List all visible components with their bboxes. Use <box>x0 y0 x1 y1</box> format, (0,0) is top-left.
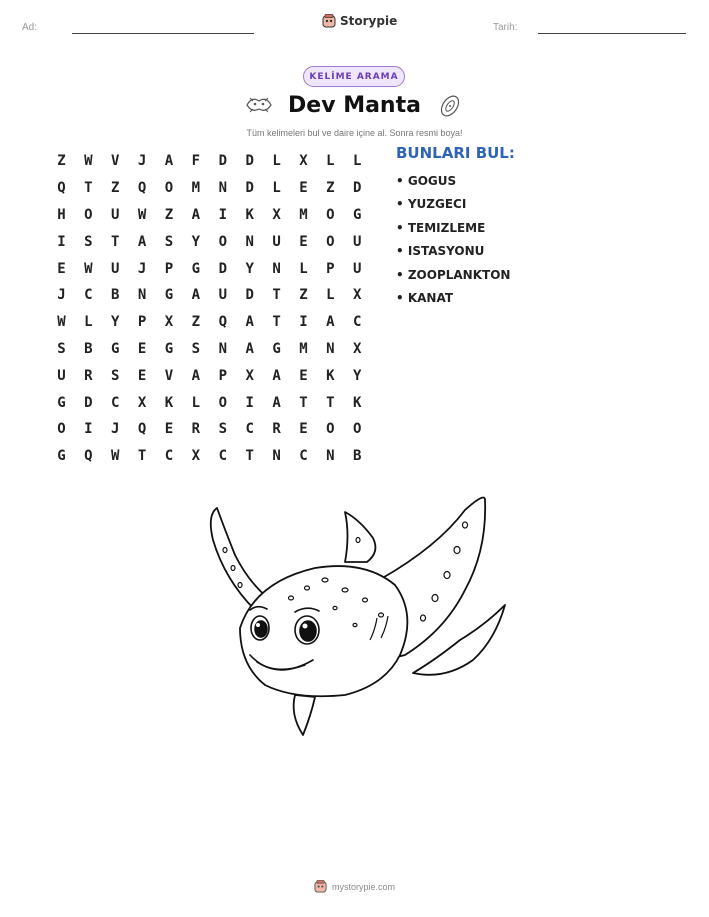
grid-letter[interactable]: S <box>191 340 201 357</box>
name-field[interactable] <box>72 33 254 34</box>
grid-letter[interactable]: G <box>57 394 66 411</box>
grid-row <box>48 416 371 443</box>
grid-letter[interactable]: U <box>111 260 120 277</box>
grid-letter[interactable]: S <box>164 233 174 250</box>
grid-letter[interactable]: V <box>164 367 174 384</box>
grid-letter[interactable]: Q <box>84 448 93 465</box>
grid-letter[interactable]: O <box>218 233 227 250</box>
grid-letter[interactable]: B <box>84 340 93 357</box>
grid-letter[interactable]: O <box>326 233 335 250</box>
grid-letter[interactable]: Z <box>326 180 335 197</box>
grid-letter[interactable]: X <box>272 206 281 223</box>
grid-letter[interactable]: D <box>245 287 254 304</box>
grid-letter[interactable]: C <box>111 394 120 411</box>
grid-letter[interactable]: A <box>272 394 281 411</box>
grid-letter[interactable]: Z <box>299 287 308 304</box>
grid-letter[interactable]: Y <box>353 367 362 384</box>
grid-letter[interactable]: S <box>218 421 227 438</box>
grid-letter[interactable]: T <box>299 394 308 411</box>
grid-letter[interactable]: L <box>84 314 93 331</box>
name-label: Ad: <box>22 22 38 33</box>
grid-row <box>48 389 371 416</box>
grid-letter[interactable]: B <box>353 448 362 465</box>
grid-letter[interactable]: L <box>272 153 281 170</box>
grid-letter[interactable]: L <box>326 287 335 304</box>
date-label: Tarih: <box>493 22 518 33</box>
grid-letter[interactable]: E <box>137 340 147 357</box>
grid-letter[interactable]: A <box>191 287 201 304</box>
grid-letter[interactable]: X <box>191 448 201 465</box>
category-badge: KELİME ARAMA <box>303 66 405 87</box>
grid-row <box>48 202 371 229</box>
grid-letter[interactable]: U <box>111 206 120 223</box>
grid-letter[interactable]: P <box>218 367 227 384</box>
grid-letter[interactable]: D <box>353 180 362 197</box>
grid-letter[interactable]: E <box>57 260 66 277</box>
grid-letter[interactable]: C <box>164 448 174 465</box>
grid-letter[interactable]: Z <box>57 153 66 170</box>
storypie-mascot-icon <box>314 880 327 893</box>
grid-letter[interactable]: D <box>245 180 254 197</box>
grid-letter[interactable]: N <box>218 340 227 357</box>
grid-letter[interactable]: W <box>57 314 66 331</box>
grid-letter[interactable]: U <box>57 367 66 384</box>
grid-letter[interactable]: X <box>245 367 254 384</box>
grid-letter[interactable]: C <box>299 448 308 465</box>
word-list-item: • ISTASYONU <box>396 244 485 259</box>
grid-letter[interactable]: Y <box>245 260 254 277</box>
grid-letter[interactable]: L <box>326 153 335 170</box>
grid-letter[interactable]: J <box>137 260 147 277</box>
word-list-item: • ZOOPLANKTON <box>396 267 511 282</box>
grid-letter[interactable]: W <box>137 206 147 223</box>
grid-letter[interactable]: N <box>218 180 227 197</box>
grid-letter[interactable]: A <box>326 314 335 331</box>
grid-letter[interactable]: N <box>272 260 281 277</box>
grid-letter[interactable]: I <box>57 233 66 250</box>
grid-letter[interactable]: A <box>245 340 254 357</box>
grid-letter[interactable]: I <box>245 394 254 411</box>
grid-letter[interactable]: K <box>164 394 174 411</box>
grid-letter[interactable]: O <box>353 421 362 438</box>
grid-row <box>48 309 371 336</box>
grid-letter[interactable]: X <box>299 153 308 170</box>
grid-letter[interactable]: G <box>164 287 174 304</box>
grid-letter[interactable]: K <box>353 394 362 411</box>
grid-row <box>48 336 371 363</box>
word-list-title: BUNLARI BUL: <box>396 144 515 162</box>
grid-letter[interactable]: K <box>245 206 254 223</box>
grid-letter[interactable]: R <box>272 421 281 438</box>
grid-letter[interactable]: H <box>57 206 66 223</box>
grid-letter[interactable]: K <box>326 367 335 384</box>
grid-letter[interactable]: A <box>191 206 201 223</box>
grid-letter[interactable]: D <box>218 260 227 277</box>
grid-row <box>48 282 371 309</box>
grid-letter[interactable]: G <box>164 340 174 357</box>
grid-letter[interactable]: U <box>218 287 227 304</box>
grid-letter[interactable]: C <box>218 448 227 465</box>
grid-letter[interactable]: E <box>299 367 308 384</box>
grid-letter[interactable]: U <box>272 233 281 250</box>
header <box>0 16 709 40</box>
word-search-grid[interactable] <box>48 148 371 470</box>
grid-letter[interactable]: U <box>353 233 362 250</box>
grid-letter[interactable]: T <box>245 448 254 465</box>
grid-letter[interactable]: D <box>84 394 93 411</box>
footer <box>0 880 709 893</box>
grid-letter[interactable]: G <box>272 340 281 357</box>
grid-letter[interactable]: B <box>111 287 120 304</box>
grid-letter[interactable]: I <box>299 314 308 331</box>
grid-letter[interactable]: R <box>84 367 93 384</box>
grid-letter[interactable]: D <box>245 153 254 170</box>
grid-letter[interactable]: I <box>84 421 93 438</box>
grid-letter[interactable]: O <box>326 206 335 223</box>
grid-letter[interactable]: N <box>326 340 335 357</box>
grid-letter[interactable]: Z <box>164 206 174 223</box>
word-list <box>396 144 515 310</box>
grid-letter[interactable]: T <box>137 448 147 465</box>
grid-letter[interactable]: N <box>272 448 281 465</box>
grid-letter[interactable]: N <box>326 448 335 465</box>
grid-letter[interactable]: O <box>326 421 335 438</box>
grid-letter[interactable]: Q <box>57 180 66 197</box>
grid-row <box>48 443 371 470</box>
grid-letter[interactable]: L <box>191 394 201 411</box>
manta-ray-illustration <box>195 490 515 740</box>
date-field[interactable] <box>538 33 686 34</box>
right-decoration-icon <box>436 93 464 119</box>
grid-letter[interactable]: E <box>299 180 308 197</box>
page-title: Dev Manta <box>288 93 421 118</box>
grid-letter[interactable]: A <box>191 367 201 384</box>
grid-letter[interactable]: M <box>299 206 308 223</box>
grid-letter[interactable]: M <box>299 340 308 357</box>
grid-letter[interactable]: T <box>272 287 281 304</box>
footer-url[interactable]: mystorypie.com <box>331 881 395 892</box>
grid-letter[interactable]: G <box>191 260 201 277</box>
grid-letter[interactable]: O <box>57 421 66 438</box>
grid-letter[interactable]: A <box>272 367 281 384</box>
grid-letter[interactable]: T <box>84 180 93 197</box>
word-list-item: • KANAT <box>396 290 454 305</box>
grid-row <box>48 148 371 175</box>
logo-text: Storypie <box>340 14 398 28</box>
grid-letter[interactable]: N <box>137 287 147 304</box>
grid-letter[interactable]: Q <box>218 314 227 331</box>
grid-row <box>48 175 371 202</box>
grid-letter[interactable]: Z <box>191 314 201 331</box>
grid-row <box>48 255 371 282</box>
grid-letter[interactable]: A <box>164 153 174 170</box>
grid-letter[interactable]: L <box>353 153 362 170</box>
grid-letter[interactable]: E <box>299 421 308 438</box>
storypie-mascot-icon <box>322 14 336 28</box>
grid-letter[interactable]: F <box>191 153 201 170</box>
grid-letter[interactable]: Y <box>111 314 120 331</box>
grid-letter[interactable]: T <box>272 314 281 331</box>
grid-letter[interactable]: S <box>111 367 120 384</box>
word-list-item: • YUZGECI <box>396 197 467 212</box>
grid-letter[interactable]: Q <box>137 421 147 438</box>
word-list-item: • TEMIZLEME <box>396 220 486 235</box>
grid-letter[interactable]: X <box>353 287 362 304</box>
grid-letter[interactable]: E <box>164 421 174 438</box>
grid-letter[interactable]: X <box>353 340 362 357</box>
grid-letter[interactable]: D <box>218 153 227 170</box>
grid-letter[interactable]: O <box>84 206 93 223</box>
grid-letter[interactable]: W <box>111 448 120 465</box>
grid-letter[interactable]: W <box>84 153 93 170</box>
grid-letter[interactable]: Q <box>137 180 147 197</box>
grid-letter[interactable]: C <box>245 421 254 438</box>
grid-letter[interactable]: S <box>84 233 93 250</box>
grid-letter[interactable]: G <box>353 206 362 223</box>
grid-letter[interactable]: J <box>111 421 120 438</box>
grid-letter[interactable]: W <box>84 260 93 277</box>
grid-letter[interactable]: N <box>245 233 254 250</box>
grid-letter[interactable]: C <box>84 287 93 304</box>
grid-letter[interactable]: T <box>326 394 335 411</box>
grid-letter[interactable]: M <box>191 180 201 197</box>
grid-letter[interactable]: P <box>326 260 335 277</box>
grid-letter[interactable]: I <box>218 206 227 223</box>
grid-letter[interactable]: O <box>218 394 227 411</box>
grid-letter[interactable]: Z <box>111 180 120 197</box>
grid-letter[interactable]: A <box>245 314 254 331</box>
grid-letter[interactable]: G <box>111 340 120 357</box>
grid-letter[interactable]: V <box>111 153 120 170</box>
grid-letter[interactable]: E <box>299 233 308 250</box>
grid-letter[interactable]: O <box>164 180 174 197</box>
grid-letter[interactable]: A <box>137 233 147 250</box>
grid-letter[interactable]: Y <box>191 233 201 250</box>
logo <box>322 14 397 28</box>
grid-letter[interactable]: C <box>353 314 362 331</box>
grid-letter[interactable]: L <box>299 260 308 277</box>
grid-letter[interactable]: X <box>137 394 147 411</box>
grid-letter[interactable]: E <box>137 367 147 384</box>
grid-letter[interactable]: P <box>137 314 147 331</box>
grid-row <box>48 228 371 255</box>
word-list-item: • GOGUS <box>396 174 457 188</box>
instructions: Tüm kelimeleri bul ve daire içine al. Sonra resmi boya! <box>246 128 463 138</box>
grid-letter[interactable]: S <box>57 340 66 357</box>
grid-row <box>48 362 371 389</box>
grid-letter[interactable]: J <box>57 287 66 304</box>
grid-letter[interactable]: R <box>191 421 201 438</box>
grid-letter[interactable]: P <box>164 260 174 277</box>
grid-letter[interactable]: T <box>111 233 120 250</box>
grid-letter[interactable]: X <box>164 314 174 331</box>
grid-letter[interactable]: L <box>272 180 281 197</box>
grid-letter[interactable]: J <box>137 153 147 170</box>
grid-letter[interactable]: G <box>57 448 66 465</box>
grid-letter[interactable]: U <box>353 260 362 277</box>
